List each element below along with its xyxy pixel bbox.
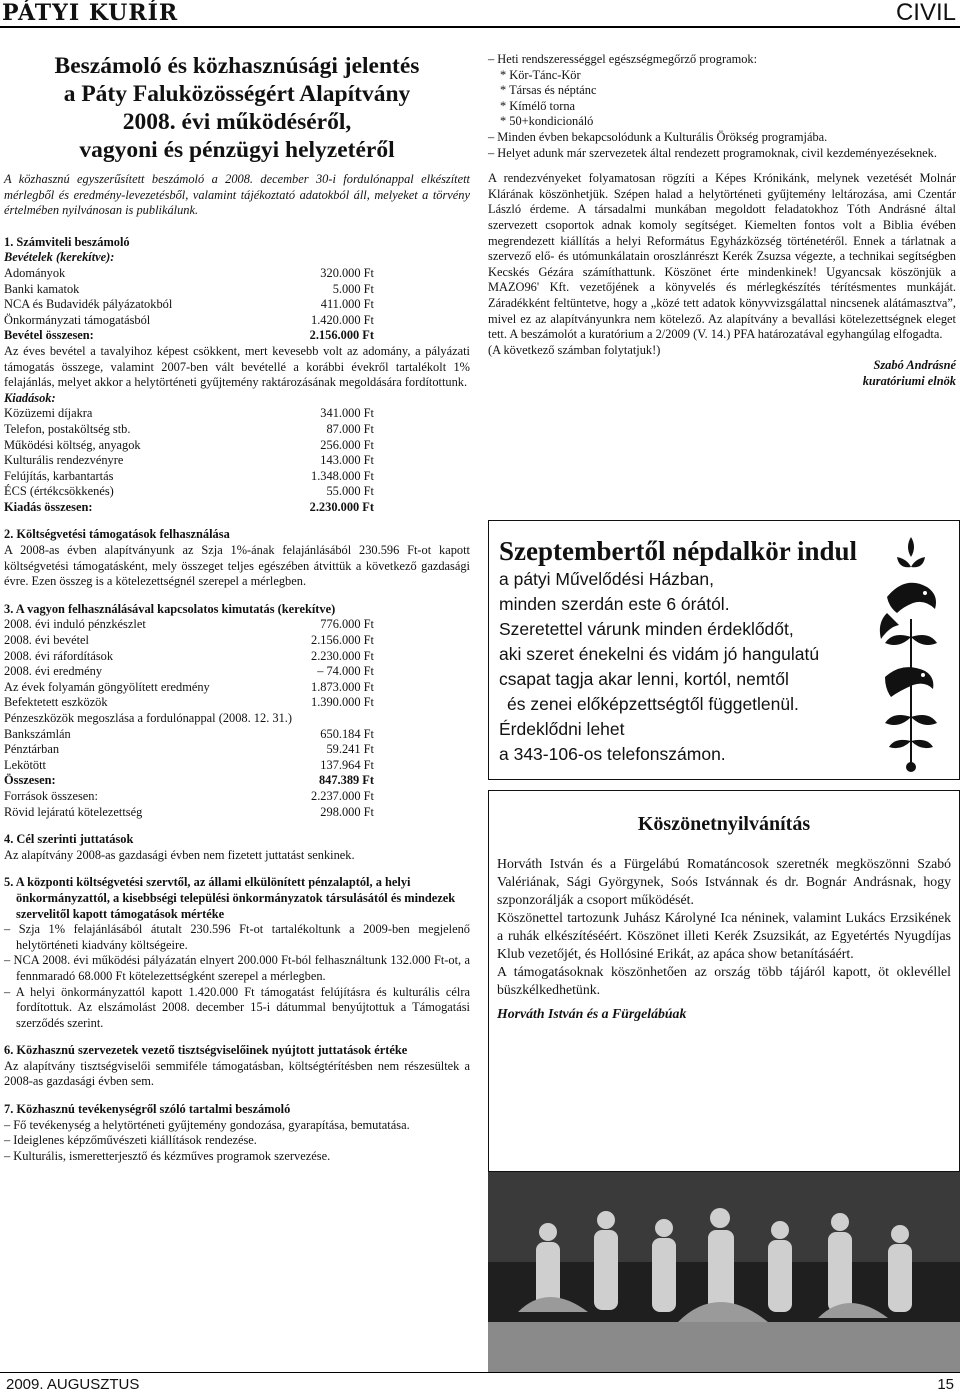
- asset-row: Az évek folyamán göngyölített eredmény 1.873.000 Ft: [4, 679, 374, 694]
- section-name: CIVIL: [895, 0, 956, 26]
- income-row: Önkormányzati támogatásból 1.420.000 Ft: [4, 312, 374, 327]
- section-7-bullet: – Kulturális, ismeretterjesztő és kézműves programok szervezése.: [4, 1148, 331, 1163]
- issue-date: 2009. AUGUSZTUS: [6, 1376, 140, 1393]
- section-1-heading: 1. Számviteli beszámoló: [4, 234, 130, 249]
- section-7-bullet: – Ideiglenes képzőművészeti kiállítások rendezése.: [4, 1133, 257, 1148]
- asset-row: 2008. évi induló pénzkészlet 776.000 Ft: [4, 617, 374, 632]
- section-2-text: A 2008-as évben alapítványunk az Szja 1%-ának felajánlásából 230.596 Ft-ot kapott költségvetési támogatásként, mely összeget teljes egészében átvittük a következő gazdasági évre. Ezen összeg is a kötelezettségnél szerepel a mérlegben.: [4, 543, 470, 589]
- dance-group-photo: [488, 1172, 960, 1372]
- page-header: [0, 0, 960, 28]
- cash-row: Lekötött 137.964 Ft: [4, 757, 374, 772]
- ad-line: és zenei előképzettségtől függetlenül.: [507, 694, 799, 714]
- activity-subitem: * Kímélő torna: [500, 98, 576, 113]
- section-7-heading: 7. Közhasznú tevékenységről szóló tartalmi beszámoló: [4, 1102, 291, 1117]
- expense-list: [4, 406, 470, 515]
- section-5-heading: 5. A központi költségvetési szervtől, az állami elkülönített pénzalaptól, a helyi önkormányzattól, a kisebbségi települési önkormányzatok társulásától és mindezek szervelitől kapott támogatások mértéke: [4, 875, 456, 921]
- ad-line: csapat tagja akar lenni, kortól, nemtől: [499, 669, 789, 689]
- folk-choir-ad: [488, 520, 960, 780]
- ad-line: a 343-106-os telefonszámon.: [499, 744, 726, 764]
- activity-bullet: – Helyet adunk már szervezetek által rendezett programoknak, civil kezdeményezéseknek.: [488, 145, 937, 160]
- income-row: Adományok 320.000 Ft: [4, 265, 374, 280]
- thanks-paragraph: Horváth István és a Fürgelábú Romatáncosok szeretnék megköszönni Szabó Valériának, Sági Györgynek, Soós Istvánnak és dr. Bognár Andrásnak, hogy szponzorálják a csoport működését.: [497, 856, 951, 907]
- expense-total-row: Kiadás összesen: 2.230.000 Ft: [4, 499, 374, 514]
- expense-row: Kulturális rendezvényre 143.000 Ft: [4, 453, 374, 468]
- activity-subitem: * Társas és néptánc: [500, 83, 597, 98]
- thanks-box: [488, 790, 960, 1172]
- continued-note: (A következő számban folytatjuk!): [488, 342, 661, 357]
- asset-row: 2008. évi ráfordítások 2.230.000 Ft: [4, 648, 374, 663]
- section-7-bullet: – Fő tevékenység a helytörténeti gyűjtemény gondozása, gyarapítása, bemutatása.: [4, 1117, 410, 1132]
- expense-label: Kiadások:: [4, 390, 56, 405]
- ad-line: aki szeret énekelni és vidám jó hangulatú: [499, 644, 820, 664]
- ad-line: minden szerdán este 6 órától.: [499, 594, 730, 614]
- activity-bullet: – Heti rendszerességgel egészségmegőrző programok:: [488, 52, 758, 66]
- expense-row: Felújítás, karbantartás 1.348.000 Ft: [4, 468, 374, 483]
- intro-paragraph: A közhasznú egyszerűsített beszámoló a 2008. december 30-i fordulónappal elkészített mérlegből és eredmény-levezetésből, valamint tájékoztató adatokból áll, melyeket a törvény értelmében nyilvánosan is publikálunk.: [4, 172, 470, 218]
- ad-line: Szeretettel várunk minden érdeklődőt,: [499, 619, 794, 639]
- activity-subitem: * Kör-Tánc-Kör: [500, 67, 581, 82]
- ad-line: Érdeklődni lehet: [499, 719, 625, 739]
- signature-name: Szabó Andrásné: [873, 358, 956, 373]
- section-4-text: Az alapítvány 2008-as gazdasági évben nem fizetett juttatást senkinek.: [4, 847, 355, 862]
- signature-role: kuratóriumi elnök: [862, 373, 956, 388]
- page-number: 15: [937, 1376, 954, 1393]
- expense-row: ÉCS (értékcsökkenés) 55.000 Ft: [4, 484, 374, 499]
- expense-row: Működési költség, anyagok 256.000 Ft: [4, 437, 374, 452]
- expense-row: Közüzemi díjakra 341.000 Ft: [4, 406, 374, 421]
- section-5-bullet: – A helyi önkormányzattól kapott 1.420.000 Ft támogatást felújításra és kulturális célra fordítottuk. Az elszámolást 2008. december 15-i dátummal benyújtottuk a Támogatási szerződés szerint.: [4, 984, 470, 1030]
- expense-row: Telefon, postaköltség stb. 87.000 Ft: [4, 421, 374, 436]
- income-total-row: Bevétel összesen: 2.156.000 Ft: [4, 328, 374, 343]
- section-5-bullet: – Szja 1% felajánlásából átutalt 230.596 Ft-ot tartalékoltunk a 2009-ben megjelenő helytörténeti kiadvány költségeire.: [4, 922, 470, 952]
- thanks-paragraph: Köszönettel tartozunk Juhász Károlyné Ica néninek, valamint Lukács Erzsikének a ruhák elkészítéséért. Köszönet illeti Kerék Zsuzsikát, az Egyetértés Nyugdíjas Klub vezetőjét, és Hollósiné Erikát, az apáca show betanításáért.: [497, 910, 951, 961]
- cash-row: Bankszámlán 650.184 Ft: [4, 726, 374, 741]
- folk-bird-ornament-icon: [867, 527, 955, 777]
- header-rule: [0, 26, 960, 28]
- masthead: PÁTYI KURÍR: [2, 0, 179, 26]
- photo-illustration: [488, 1172, 960, 1372]
- income-label: Bevételek (kerekítve):: [4, 250, 115, 265]
- income-row: NCA és Budavidék pályázatokból 411.000 Ft: [4, 297, 374, 312]
- right-column: [488, 52, 956, 389]
- section-5-bullet: – NCA 2008. évi működési pályázatán elnyert 200.000 Ft-ból felhasználtunk 132.000 Ft-ot, a fennmaradó 68.000 Ft kötelezettségként szerepel a mérlegben.: [4, 953, 470, 983]
- page-footer: [0, 1372, 960, 1396]
- report-paragraph: A rendezvényeket folyamatosan rögzíti a Képes Krónikánk, melynek vezetését Molnár Klárának köszönhetjük. Szépen halad a helytörténeti gyűjtemény leltározása, ami Czentár László érdeme. A társadalmi munkában megoldott feladatokhoz Tóth Andrásné által szervezett csoportok adnak komoly segítséget. Kiemelten fontos volt a Biblia évében megrendezett kiállítás a helyi Református Egyházközség történetéről. Ennek a tárlatnak a szervező elő- és utómunkálatain oroszlánrészt Kerék Zsuzsa végezte, a technikai segítségben Kecskés Gézára számíthattunk. Köszönet érte mindenkinek! Ugyancsak köszönjük a MAZO96' Kft. vezetőjének a könyvelés és mérlegkészítés térítésmentes munkáját. Záradékként feltüntetve, hogy a „közé tett adatok könyvvizsgálattal nincsenek alátámasztva”, mivel ez az alapítványunkra nem kötelező. Az alapítvány a bevallási kötelezettségnek eleget tett. A beszámolót a kuratórium a 2/2009 (V. 14.) PFA határozatával egyhangúlag elfogadta.: [488, 171, 956, 342]
- cash-heading: Pénzeszközök megoszlása a fordulónappal (2008. 12. 31.): [4, 711, 292, 725]
- asset-row: Befektetett eszközök 1.390.000 Ft: [4, 695, 374, 710]
- activity-subitem: * 50+kondicionáló: [500, 114, 594, 129]
- liability-row: Rövid lejáratú kötelezettség 298.000 Ft: [4, 804, 374, 819]
- ad-text: [499, 535, 881, 767]
- liability-row: Források összesen: 2.237.000 Ft: [4, 788, 374, 803]
- section-6-text: Az alapítvány tisztségviselői semmiféle támogatásban, költségtérítésben nem részesültek a 2008-as gazdasági évben sem.: [4, 1058, 470, 1089]
- section-4-heading: 4. Cél szerinti juttatások: [4, 832, 134, 847]
- assets-list: [4, 617, 470, 711]
- income-list: [4, 266, 470, 344]
- asset-row: 2008. évi eredmény – 74.000 Ft: [4, 664, 374, 679]
- thanks-paragraph: A támogatásoknak köszönhetően az ország több tájáról kapott, öt oklevéllel büszkélkedhetünk.: [497, 964, 951, 997]
- thanks-content: [497, 811, 951, 1023]
- cash-total-row: Összesen: 847.389 Ft: [4, 773, 374, 788]
- income-note: Az éves bevétel a tavalyihoz képest csökkent, mert kevesebb volt az adomány, a pályázati támogatás összege, valamint 2007-ben vált bevétellé a korábbi évekről tartalékolt 1% felajánlás, melyet akkor a helytörténeti gyűjtemény raktározásának megoldására fordítottunk.: [4, 343, 470, 390]
- thanks-signature: Horváth István és a Fürgelábúak: [497, 1006, 687, 1021]
- section-2-heading: 2. Költségvetési támogatások felhasználása: [4, 527, 230, 542]
- income-row: Banki kamatok 5.000 Ft: [4, 281, 374, 296]
- cash-list: [4, 727, 470, 821]
- ad-line: a pátyi Művelődési Házban,: [499, 569, 714, 589]
- asset-row: 2008. évi bevétel 2.156.000 Ft: [4, 633, 374, 648]
- article-title: Beszámoló és közhasznúsági jelentés a Páty Faluközösségért Alapítvány 2008. évi működéséről, vagyoni és pénzügyi helyzetéről: [54, 53, 420, 163]
- activity-bullet: – Minden évben bekapcsolódunk a Kulturális Örökség programjába.: [488, 129, 828, 144]
- left-column: [4, 52, 470, 1164]
- section-3-heading: 3. A vagyon felhasználásával kapcsolatos kimutatás (kerekítve): [4, 601, 336, 616]
- section-6-heading: 6. Közhasznú szervezetek vezető tisztségviselőinek nyújtott juttatások értéke: [4, 1043, 408, 1058]
- thanks-heading: Köszönetnyilvánítás: [637, 813, 811, 835]
- ad-heading: Szeptembertől népdalkör indul: [499, 536, 858, 566]
- cash-row: Pénztárban 59.241 Ft: [4, 742, 374, 757]
